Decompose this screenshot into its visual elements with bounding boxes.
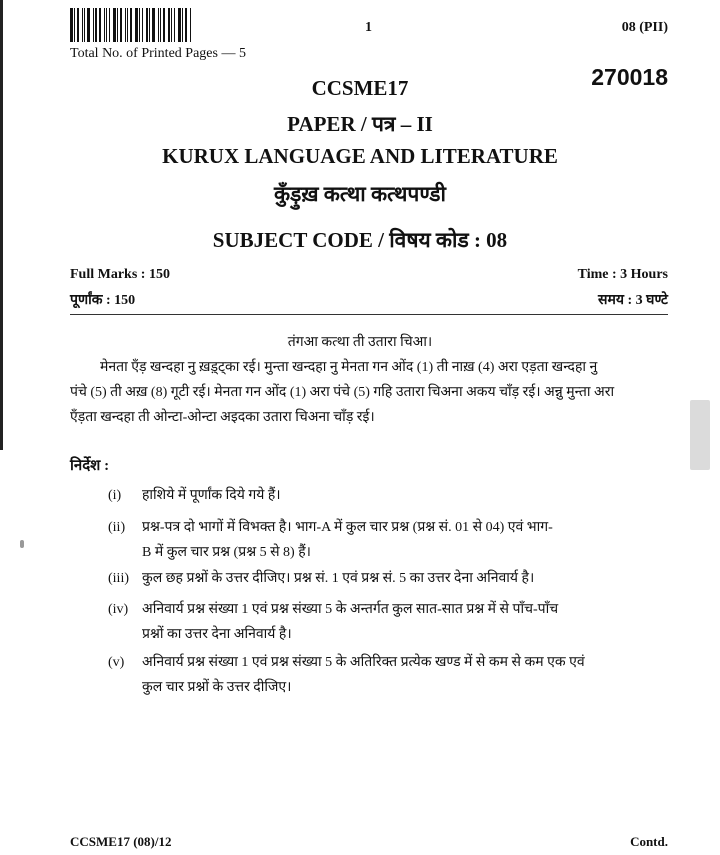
kurux-line-2: पंचे (5) ती अख़ (8) गूटी रई। मेनता गन ओंद (1) अरा पंचे (5) गहि उतारा चिअना अकय चाँड़ रई। अन्नु मुन्ता अरा	[70, 385, 615, 400]
barcode-stripe	[142, 8, 143, 42]
kurux-heading: तंगआ कत्था ती उतारा चिआ।	[287, 335, 433, 350]
item-text-cont: प्रश्नों का उत्तर देना अनिवार्य है।	[142, 627, 292, 642]
full-marks-hindi: पूर्णांक : 150	[70, 293, 136, 308]
page-number: 1	[365, 20, 372, 35]
barcode-stripe	[70, 8, 73, 42]
item-text: प्रश्न-पत्र दो भागों में विभक्त है। भाग-A में कुल चार प्रश्न (प्रश्न सं. 01 से 04) एवं भाग-	[142, 520, 553, 535]
item-text: अनिवार्य प्रश्न संख्या 1 एवं प्रश्न संख्या 5 के अतिरिक्त प्रत्येक खण्ड में से कम से कम एक एवं	[142, 655, 585, 670]
barcode-stripe	[152, 8, 155, 42]
paper-title: PAPER / पत्र – II	[287, 112, 433, 136]
instruction-item	[108, 597, 668, 647]
barcode-stripe	[82, 8, 83, 42]
instruction-item	[108, 566, 668, 591]
item-text: हाशिये में पूर्णांक दिये गये हैं।	[142, 488, 281, 503]
barcode	[70, 8, 215, 42]
item-number: (i)	[108, 488, 122, 503]
barcode-stripe	[106, 8, 107, 42]
full-marks: Full Marks : 150	[70, 267, 170, 282]
instruction-item	[108, 650, 668, 700]
barcode-stripe	[95, 8, 97, 42]
barcode-stripe	[174, 8, 175, 42]
item-text: कुल छह प्रश्नों के उत्तर दीजिए। प्रश्न सं. 1 एवं प्रश्न सं. 5 का उत्तर देना अनिवार्य है।	[142, 571, 535, 586]
time-hindi: समय : 3 घण्टे	[598, 293, 668, 308]
barcode-stripe	[163, 8, 165, 42]
barcode-stripe	[139, 8, 140, 42]
barcode-stripe	[120, 8, 122, 42]
barcode-stripe	[127, 8, 128, 42]
barcode-stripe	[109, 8, 110, 42]
barcode-stripe	[87, 8, 90, 42]
subject-code: SUBJECT CODE / विषय कोड : 08	[212, 228, 508, 252]
scan-mark	[20, 540, 24, 548]
barcode-stripe	[185, 8, 187, 42]
instruction-item	[108, 515, 668, 565]
course-code: CCSME17	[311, 76, 409, 100]
barcode-stripe	[77, 8, 79, 42]
item-number: (ii)	[108, 520, 126, 535]
kurux-line-1: मेनता एँड़ खन्दहा नु ख़ड़्ट्का रई। मुन्ता खन्दहा नु मेनता गन ओंद (1) ती नाख़ (4) अरा एड़ता खन्दहा नु	[100, 360, 598, 375]
serial-number: 270018	[591, 64, 668, 90]
barcode-stripe	[84, 8, 85, 42]
barcode-stripe	[149, 8, 150, 42]
footer-contd: Contd.	[630, 834, 668, 849]
kurux-line-3: एँड़ता खन्दहा ती ओन्टा-ओन्टा अइदका उतारा चिअना चाँड़ रई।	[70, 410, 375, 425]
barcode-stripe	[125, 8, 126, 42]
item-number: (iv)	[108, 602, 129, 617]
item-number: (v)	[108, 655, 125, 670]
barcode-stripe	[160, 8, 161, 42]
instruction-item	[108, 483, 668, 508]
barcode-stripe	[135, 8, 138, 42]
scan-edge	[0, 0, 3, 450]
barcode-stripe	[158, 8, 159, 42]
item-text-cont: कुल चार प्रश्नों के उत्तर दीजिए।	[142, 680, 292, 695]
barcode-stripe	[182, 8, 183, 42]
barcode-stripe	[74, 8, 75, 42]
barcode-stripe	[190, 8, 191, 42]
item-number: (iii)	[108, 571, 129, 586]
barcode-stripe	[146, 8, 148, 42]
item-text: अनिवार्य प्रश्न संख्या 1 एवं प्रश्न संख्या 5 के अन्तर्गत कुल सात-सात प्रश्न में से पाँच-पाँच	[142, 602, 559, 617]
paper-code: 08 (PII)	[621, 20, 668, 35]
barcode-stripe	[93, 8, 94, 42]
barcode-stripe	[178, 8, 181, 42]
scan-smudge	[690, 400, 710, 470]
time: Time : 3 Hours	[577, 267, 668, 282]
barcode-stripe	[99, 8, 101, 42]
barcode-stripe	[113, 8, 116, 42]
subject-title: KURUX LANGUAGE AND LITERATURE	[162, 144, 558, 168]
barcode-stripe	[171, 8, 172, 42]
barcode-stripe	[168, 8, 170, 42]
item-text-cont: B में कुल चार प्रश्न (प्रश्न 5 से 8) हैं।	[142, 545, 311, 560]
barcode-stripe	[104, 8, 105, 42]
barcode-stripe	[117, 8, 118, 42]
footer-code: CCSME17 (08)/12	[70, 834, 172, 849]
instructions-heading: निर्देश :	[70, 458, 110, 474]
total-pages: Total No. of Printed Pages — 5	[70, 46, 246, 61]
subject-title-hindi: कुँड़ुख़ कत्था कत्थपण्डी	[274, 182, 446, 206]
barcode-stripe	[130, 8, 132, 42]
divider	[70, 314, 668, 315]
